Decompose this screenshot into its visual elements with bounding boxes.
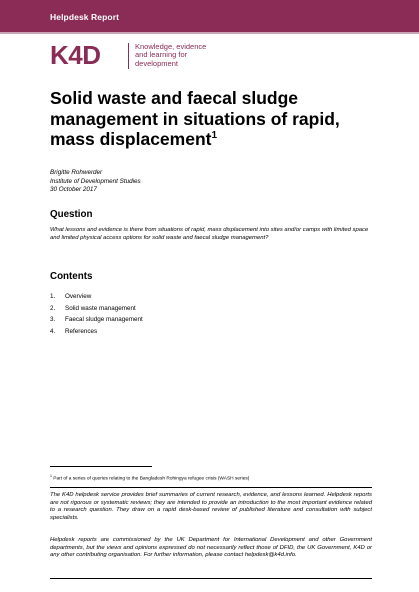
table-of-contents [50,291,143,337]
toc-item-label: Faecal sludge management [65,316,143,324]
question-body: What lessons and evidence is there from situations of rapid, mass displacement into sites and/or camps with limited space and limited physical access options for solid waste and faecal sludge management? [50,227,369,241]
question-heading: Question [50,209,93,220]
document-meta [50,169,141,195]
header-band [0,0,419,32]
logo-divider [128,43,129,69]
disclaimer-rule-top [50,487,372,488]
footnote-separator [50,466,152,467]
author: Brigitte Rohwerder [50,169,103,176]
toc-item-number: 2. [50,304,56,312]
document-title-text: Solid waste and faecal sludge management in situations of rapid, mass displacement [50,88,340,149]
institution: Institute of Development Studies [50,177,141,185]
logo-tagline-line: Knowledge, evidence [135,42,207,51]
toc-item-label: Solid waste management [65,304,136,312]
footnote [50,474,249,482]
publication-date: 30 October 2017 [50,186,97,194]
logo-tagline [135,43,245,68]
toc-item-label: Overview [65,293,92,300]
document-title [50,88,380,150]
toc-item-label: References [65,327,98,335]
toc-item-number: 4. [50,327,56,335]
header-rule [0,32,419,34]
toc-item-number: 3. [50,316,56,324]
toc-item-number: 1. [50,293,56,300]
toc-item[interactable] [50,303,143,315]
disclaimer-paragraph: Helpdesk reports are commissioned by the UK Department for International Development and other Government departments, but the views and opinions expressed do not necessarily reflect those of DFID, the UK Government, K4D or any other contributing organisation. For further information, please contact helpdesk@k4d.info. [50,537,372,559]
footnote-marker: 1 [50,474,52,478]
report-type-label: Helpdesk Report [50,12,120,22]
toc-item[interactable] [50,326,143,338]
toc-item[interactable] [50,314,143,326]
footnote-text: Part of a series of queries relating to the Bangladesh Rohingya refugee crisis (WASH series) [53,476,250,482]
title-footnote-ref[interactable]: 1 [211,130,218,142]
contents-heading: Contents [50,271,93,282]
logo-tagline-line: and learning for [135,50,188,60]
toc-item[interactable] [50,291,143,303]
logo-mark: K4D [50,40,101,70]
disclaimer-rule-bottom [50,578,372,579]
disclaimer-paragraph: The K4D helpdesk service provides brief summaries of current research, evidence, and lessons learned. Helpdesk reports are not rigorous or systematic reviews; they are intended to provide an introduction to the most important evidence related to a research question. They draw on a rapid desk-based review of published literature and consultation with subject specialists. [50,492,372,521]
logo-tagline-line: development [135,58,178,68]
